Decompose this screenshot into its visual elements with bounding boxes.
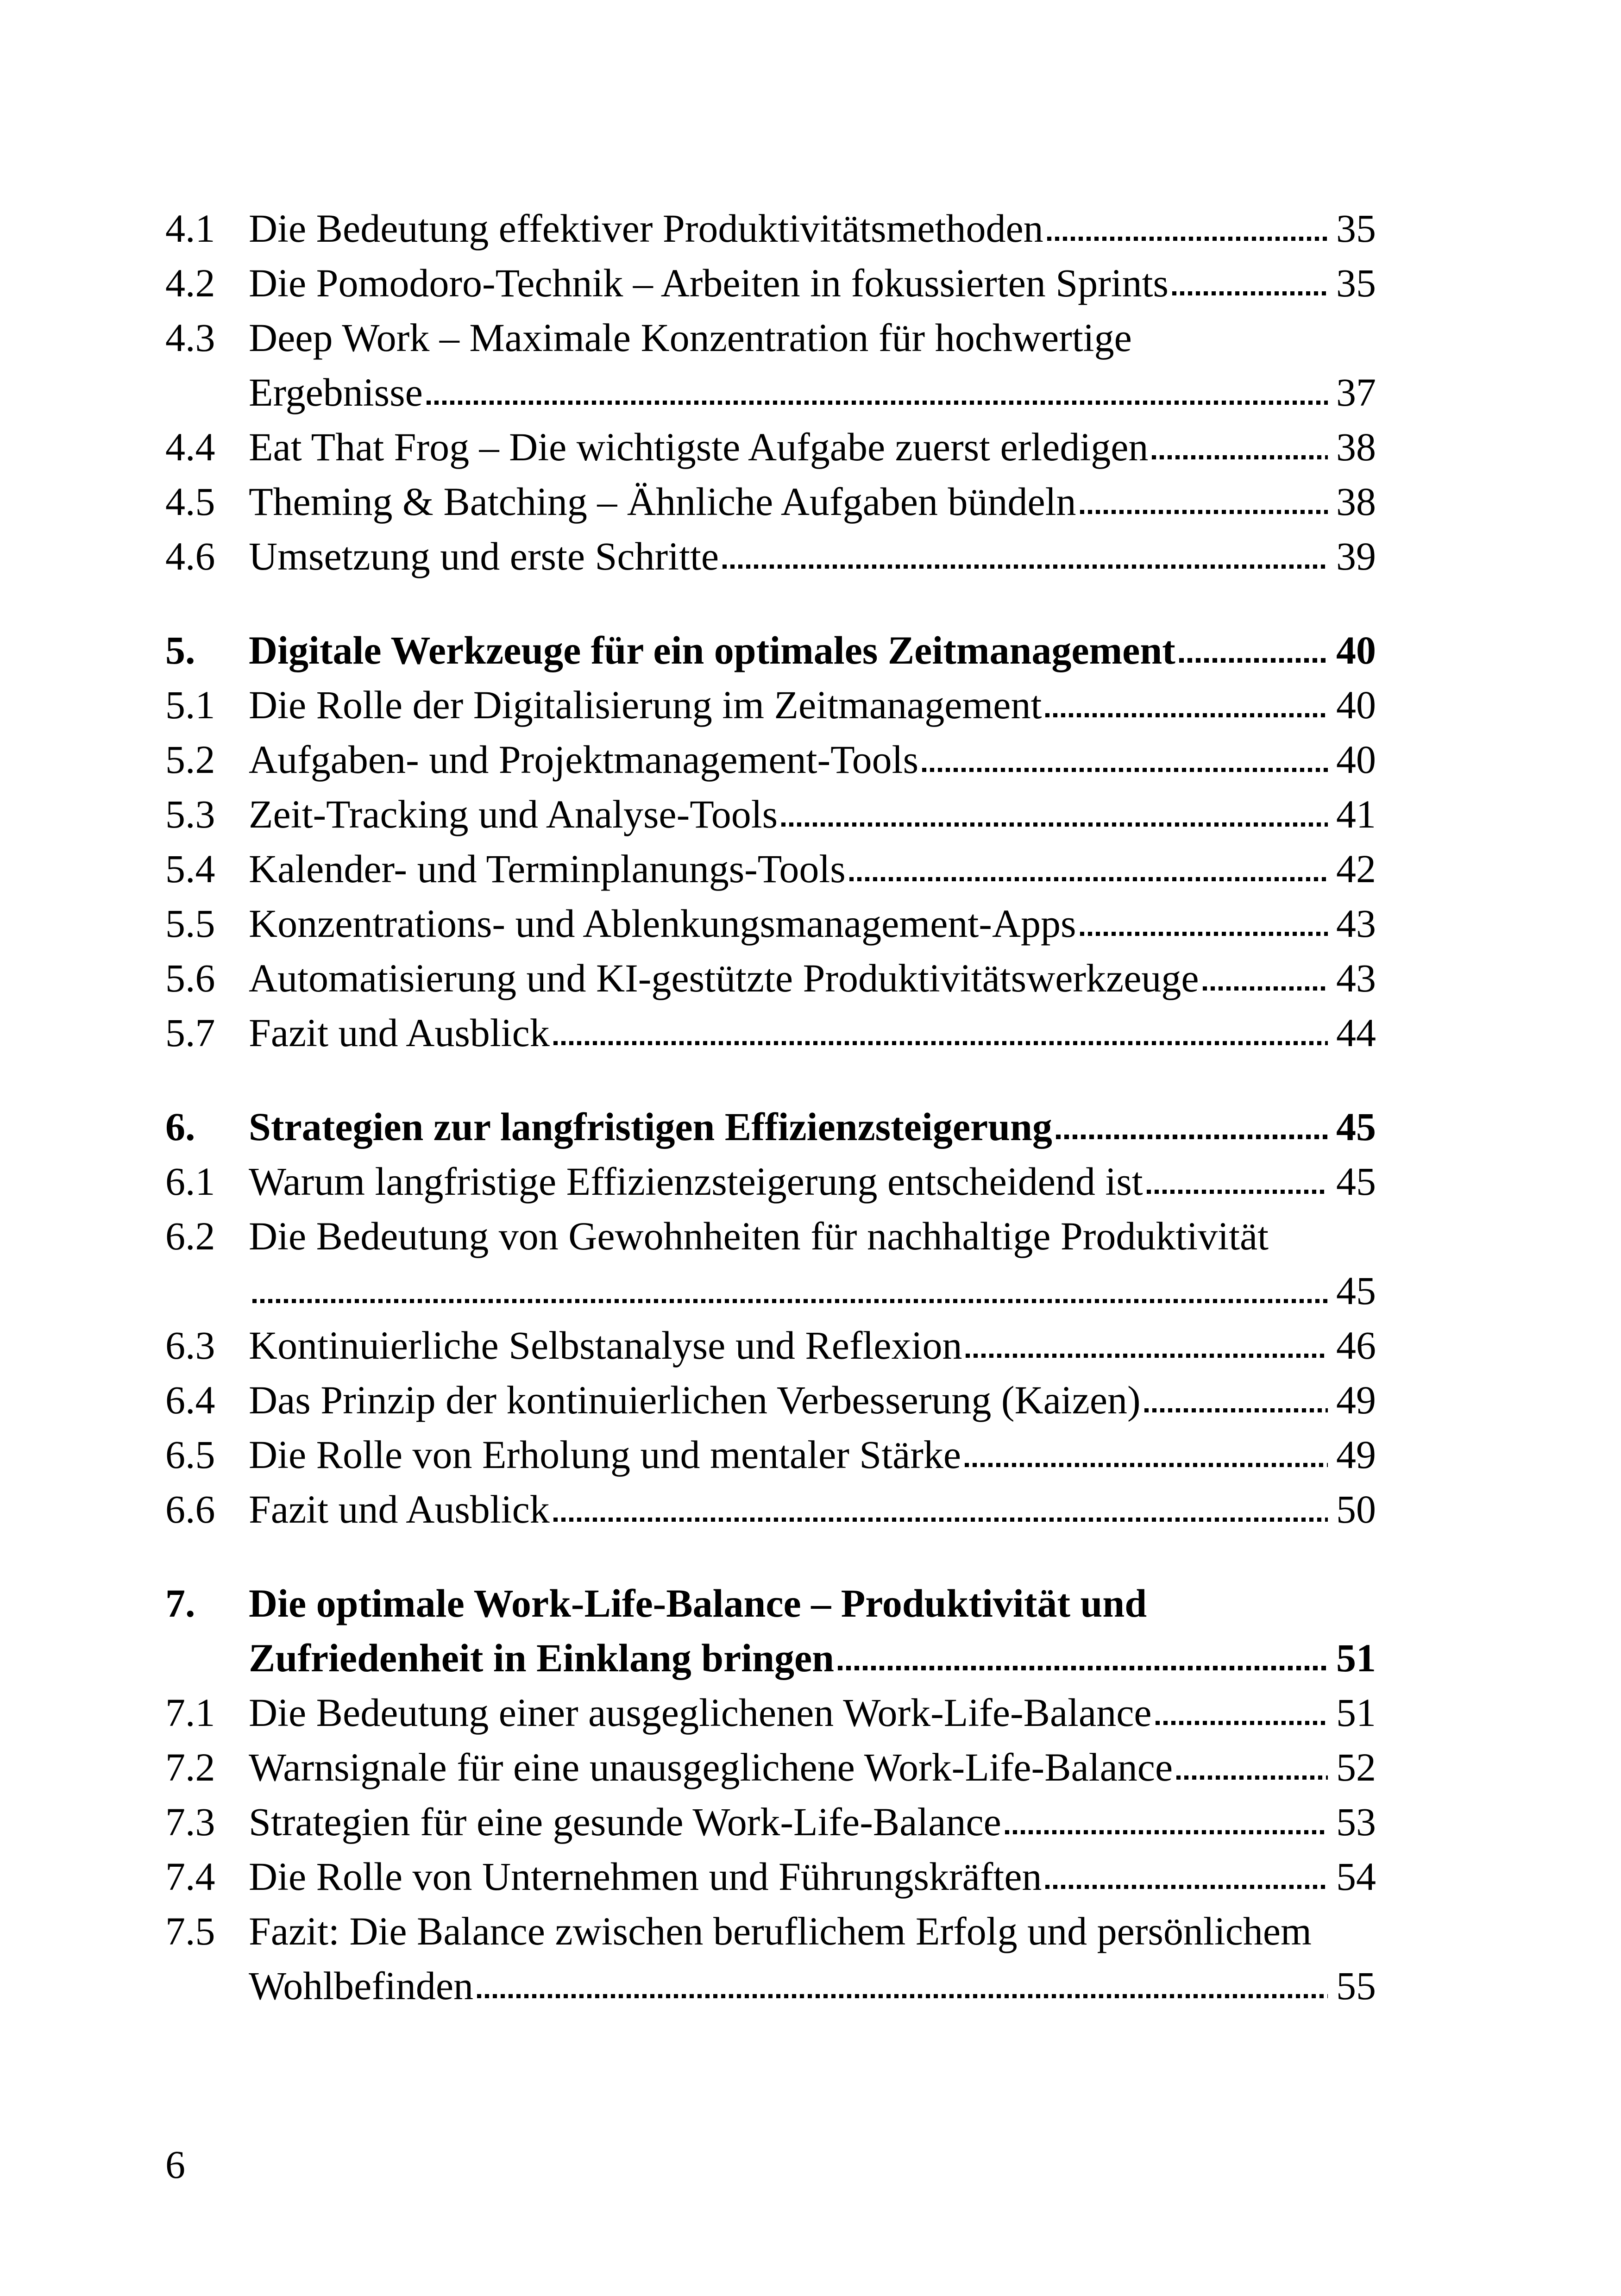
toc-entry-page: 44 <box>1336 1010 1376 1055</box>
toc-entry-page: 37 <box>1336 370 1376 414</box>
toc-entry[interactable] <box>165 256 1376 310</box>
toc-entry[interactable] <box>165 1849 1376 1904</box>
toc-entry-title: Umsetzung und erste Schritte <box>249 534 719 578</box>
toc-entry[interactable] <box>165 1209 1376 1263</box>
toc-entry-number: 5.5 <box>165 901 215 946</box>
toc-entry-number: 4.1 <box>165 206 215 251</box>
toc-entry[interactable] <box>165 951 1376 1005</box>
toc-entry-number: 6.2 <box>165 1214 215 1258</box>
toc-entry-title: Fazit: Die Balance zwischen beruflichem Erfolg und persönlichem <box>249 1909 1312 1953</box>
toc-entry-title: Deep Work – Maximale Konzentration für hochwertige <box>249 315 1132 360</box>
toc-entry-title: Das Prinzip der kontinuierlichen Verbesserung (Kaizen) <box>249 1378 1141 1422</box>
toc-entry-page: 42 <box>1336 847 1376 891</box>
toc-entry-page: 53 <box>1336 1800 1376 1844</box>
toc-entry-page: 40 <box>1336 683 1376 727</box>
toc-entry-title: Die Pomodoro-Technik – Arbeiten in fokussierten Sprints <box>249 261 1169 305</box>
toc-entry-title: Wohlbefinden <box>249 1964 474 2008</box>
toc-entry-title: Zufriedenheit in Einklang bringen <box>249 1636 835 1680</box>
toc-entry-page: 39 <box>1336 534 1376 578</box>
toc-entry-title: Fazit und Ausblick <box>249 1010 550 1055</box>
toc-entry-number: 4.3 <box>165 315 215 360</box>
toc-entry-title: Theming & Batching – Ähnliche Aufgaben bündeln <box>249 479 1076 524</box>
toc-entry-number: 6.3 <box>165 1323 215 1368</box>
toc-entry[interactable] <box>165 1427 1376 1482</box>
toc-section-heading[interactable] <box>165 623 1376 678</box>
toc-entry-number: 5.3 <box>165 792 215 836</box>
toc-entry[interactable] <box>165 787 1376 841</box>
toc-entry-title: Kontinuierliche Selbstanalyse und Reflexion <box>249 1323 962 1368</box>
toc-entry-number: 5. <box>165 628 195 672</box>
toc-entry-page: 55 <box>1336 1964 1376 2008</box>
toc-entry-continuation[interactable] <box>165 365 1376 420</box>
toc-entry-page: 40 <box>1336 628 1376 672</box>
toc-entry[interactable] <box>165 1904 1376 1958</box>
table-of-contents <box>165 201 1376 2013</box>
toc-entry-title: Warnsignale für eine unausgeglichene Work-Life-Balance <box>249 1745 1173 1789</box>
toc-entry[interactable] <box>165 1740 1376 1794</box>
toc-entry[interactable] <box>165 1318 1376 1373</box>
toc-entry-title: Die Rolle von Erholung und mentaler Stärke <box>249 1432 961 1477</box>
toc-entry-title: Aufgaben- und Projektmanagement-Tools <box>249 737 919 782</box>
toc-entry-number: 7.1 <box>165 1690 215 1735</box>
toc-entry[interactable] <box>165 896 1376 951</box>
toc-entry-title: Die Bedeutung effektiver Produktivitätsmethoden <box>249 206 1043 251</box>
toc-section-heading[interactable] <box>165 1099 1376 1154</box>
toc-entry[interactable] <box>165 1005 1376 1060</box>
toc-entry-title: Fazit und Ausblick <box>249 1487 550 1531</box>
toc-entry-number: 6. <box>165 1104 195 1149</box>
toc-entry-number: 5.1 <box>165 683 215 727</box>
toc-entry-page: 51 <box>1336 1690 1376 1735</box>
toc-entry-continuation[interactable] <box>165 1263 1376 1318</box>
toc-entry-page: 49 <box>1336 1432 1376 1477</box>
toc-entry-page: 41 <box>1336 792 1376 836</box>
toc-entry-number: 4.4 <box>165 425 215 469</box>
toc-entry-title: Die Bedeutung einer ausgeglichenen Work-Life-Balance <box>249 1690 1152 1735</box>
toc-entry-page: 43 <box>1336 901 1376 946</box>
toc-entry-number: 4.2 <box>165 261 215 305</box>
toc-entry-page: 38 <box>1336 425 1376 469</box>
toc-entry-title: Ergebnisse <box>249 370 423 414</box>
toc-entry-page: 49 <box>1336 1378 1376 1422</box>
toc-entry-title: Zeit-Tracking und Analyse-Tools <box>249 792 778 836</box>
toc-entry-page: 45 <box>1336 1104 1376 1149</box>
toc-entry-number: 5.6 <box>165 956 215 1000</box>
toc-entry-number: 7.4 <box>165 1854 215 1899</box>
toc-entry-title: Die Rolle der Digitalisierung im Zeitmanagement <box>249 683 1042 727</box>
toc-entry[interactable] <box>165 1154 1376 1209</box>
toc-entry[interactable] <box>165 201 1376 256</box>
toc-entry-title: Konzentrations- und Ablenkungsmanagement-Apps <box>249 901 1076 946</box>
toc-entry[interactable] <box>165 678 1376 732</box>
toc-entry[interactable] <box>165 841 1376 896</box>
toc-entry[interactable] <box>165 1482 1376 1537</box>
toc-entry-page: 46 <box>1336 1323 1376 1368</box>
toc-entry-continuation[interactable] <box>165 1958 1376 2013</box>
toc-entry-title: Die optimale Work-Life-Balance – Produktivität und <box>249 1581 1147 1625</box>
toc-entry-page: 45 <box>1336 1268 1376 1313</box>
toc-entry-page: 43 <box>1336 956 1376 1000</box>
toc-entry[interactable] <box>165 420 1376 474</box>
toc-entry-number: 4.5 <box>165 479 215 524</box>
toc-entry-title: Warum langfristige Effizienzsteigerung entscheidend ist <box>249 1159 1143 1204</box>
toc-entry[interactable] <box>165 474 1376 529</box>
toc-entry-title: Strategien für eine gesunde Work-Life-Balance <box>249 1800 1001 1844</box>
toc-entry-title: Die Bedeutung von Gewohnheiten für nachhaltige Produktivität <box>249 1214 1269 1258</box>
toc-entry-number: 5.7 <box>165 1010 215 1055</box>
toc-entry-page: 52 <box>1336 1745 1376 1789</box>
toc-entry-title: Automatisierung und KI-gestützte Produktivitätswerkzeuge <box>249 956 1199 1000</box>
toc-entry[interactable] <box>165 1794 1376 1849</box>
toc-entry[interactable] <box>165 1685 1376 1740</box>
toc-entry-title: Digitale Werkzeuge für ein optimales Zeitmanagement <box>249 628 1175 672</box>
toc-entry-number: 7. <box>165 1581 195 1625</box>
toc-entry-page: 50 <box>1336 1487 1376 1531</box>
toc-entry-title: Kalender- und Terminplanungs-Tools <box>249 847 846 891</box>
toc-entry-number: 6.4 <box>165 1378 215 1422</box>
toc-entry[interactable] <box>165 529 1376 583</box>
toc-entry-number: 5.2 <box>165 737 215 782</box>
toc-entry-number: 6.6 <box>165 1487 215 1531</box>
toc-entry-page: 40 <box>1336 737 1376 782</box>
toc-entry-number: 5.4 <box>165 847 215 891</box>
toc-entry-number: 7.5 <box>165 1909 215 1953</box>
toc-entry-number: 4.6 <box>165 534 215 578</box>
toc-entry-number: 6.1 <box>165 1159 215 1204</box>
page-number-footer: 6 <box>165 2142 185 2187</box>
toc-entry[interactable] <box>165 310 1376 365</box>
toc-entry[interactable] <box>165 1373 1376 1427</box>
toc-entry-page: 45 <box>1336 1159 1376 1204</box>
toc-entry-number: 7.2 <box>165 1745 215 1789</box>
toc-entry-page: 35 <box>1336 206 1376 251</box>
toc-entry-title: Strategien zur langfristigen Effizienzsteigerung <box>249 1104 1052 1149</box>
toc-entry[interactable] <box>165 732 1376 787</box>
toc-entry-number: 6.5 <box>165 1432 215 1477</box>
toc-entry-title: Die Rolle von Unternehmen und Führungskräften <box>249 1854 1042 1899</box>
toc-entry-page: 51 <box>1336 1636 1376 1680</box>
toc-entry-page: 54 <box>1336 1854 1376 1899</box>
toc-entry-number: 7.3 <box>165 1800 215 1844</box>
toc-entry-page: 35 <box>1336 261 1376 305</box>
toc-section-heading-continuation[interactable] <box>165 1631 1376 1685</box>
toc-entry-title: Eat That Frog – Die wichtigste Aufgabe zuerst erledigen <box>249 425 1149 469</box>
toc-entry-page: 38 <box>1336 479 1376 524</box>
toc-section-heading[interactable] <box>165 1576 1376 1631</box>
